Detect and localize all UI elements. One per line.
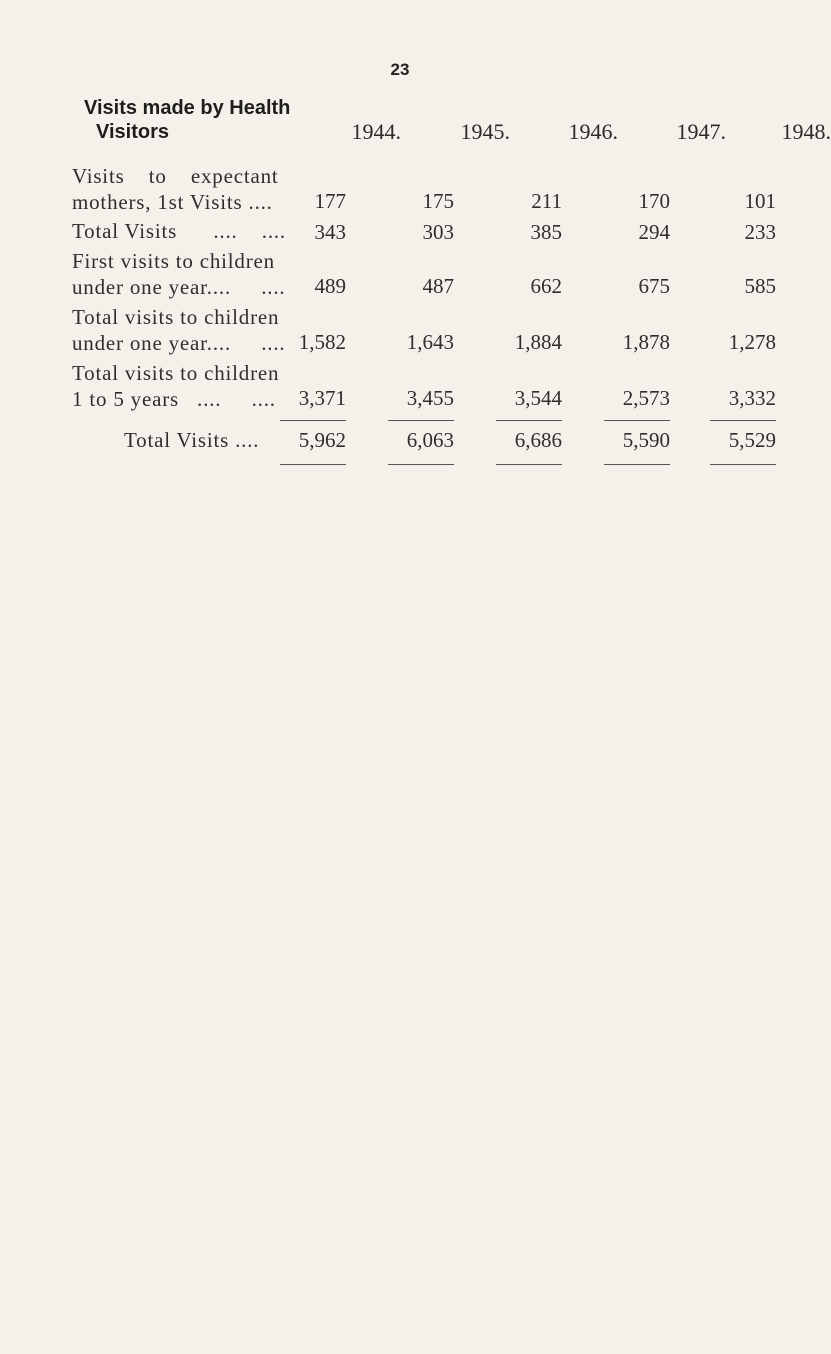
row-label [72,218,286,244]
table-cell: 1,278 [728,330,776,354]
table-cell: 3,544 [514,386,562,410]
year-header-1946: 1946. [568,119,618,144]
table-cell: 1,643 [406,330,454,354]
total-cell: 5,590 [622,428,670,452]
divider [280,464,346,465]
year-header-1947: 1947. [676,119,726,144]
row-label-line2: 1 to 5 years .... .... [72,387,276,411]
table-cell: 175 [422,189,454,213]
table-cell: 1,878 [622,330,670,354]
table-cell: 385 [530,220,562,244]
row-label-line2: under one year.... .... [72,275,286,299]
row-label-line1: Visits to expectant [72,164,279,188]
table-cell: 303 [422,220,454,244]
total-label: Total Visits .... [124,428,260,452]
table-cell: 343 [314,220,346,244]
table-cell: 3,332 [728,386,776,410]
table-cell: 294 [638,220,670,244]
year-header-1944: 1944. [351,119,401,144]
divider [280,420,346,421]
table-cell: 487 [422,274,454,298]
row-label-line2: under one year.... .... [72,331,286,355]
table-cell: 662 [530,274,562,298]
divider [710,464,776,465]
table-cell: 3,371 [298,386,346,410]
table-heading-line1: Visits made by Health [84,97,291,119]
total-cell: 6,686 [514,428,562,452]
year-header-1948: 1948. [781,119,831,144]
table-cell: 585 [744,274,776,298]
table-heading-line2: Visitors [96,121,169,143]
row-label-line2: Total Visits .... .... [72,219,286,243]
table-cell: 3,455 [406,386,454,410]
divider [496,420,562,421]
divider [388,420,454,421]
row-label [72,248,285,300]
divider [388,464,454,465]
table-cell: 170 [638,189,670,213]
row-label-line1: First visits to children [72,249,275,273]
table-cell: 101 [744,189,776,213]
year-header-1945: 1945. [460,119,510,144]
table-cell: 233 [744,220,776,244]
table-cell: 675 [638,274,670,298]
table-cell: 489 [314,274,346,298]
page-number: 23 [390,60,410,79]
row-label-line2: mothers, 1st Visits .... [72,190,273,214]
table-heading [84,96,290,144]
divider [604,420,670,421]
row-label [72,304,285,356]
table-cell: 211 [531,189,562,213]
row-label-line1: Total visits to children [72,361,280,385]
table-cell: 1,884 [514,330,562,354]
total-cell: 5,529 [728,428,776,452]
table-cell: 177 [314,189,346,213]
table-cell: 1,582 [298,330,346,354]
total-cell: 6,063 [406,428,454,452]
divider [604,464,670,465]
table-cell: 2,573 [622,386,670,410]
divider [710,420,776,421]
row-label-line1: Total visits to children [72,305,280,329]
total-cell: 5,962 [298,428,346,452]
row-label [72,360,279,412]
divider [496,464,562,465]
row-label [72,163,279,215]
